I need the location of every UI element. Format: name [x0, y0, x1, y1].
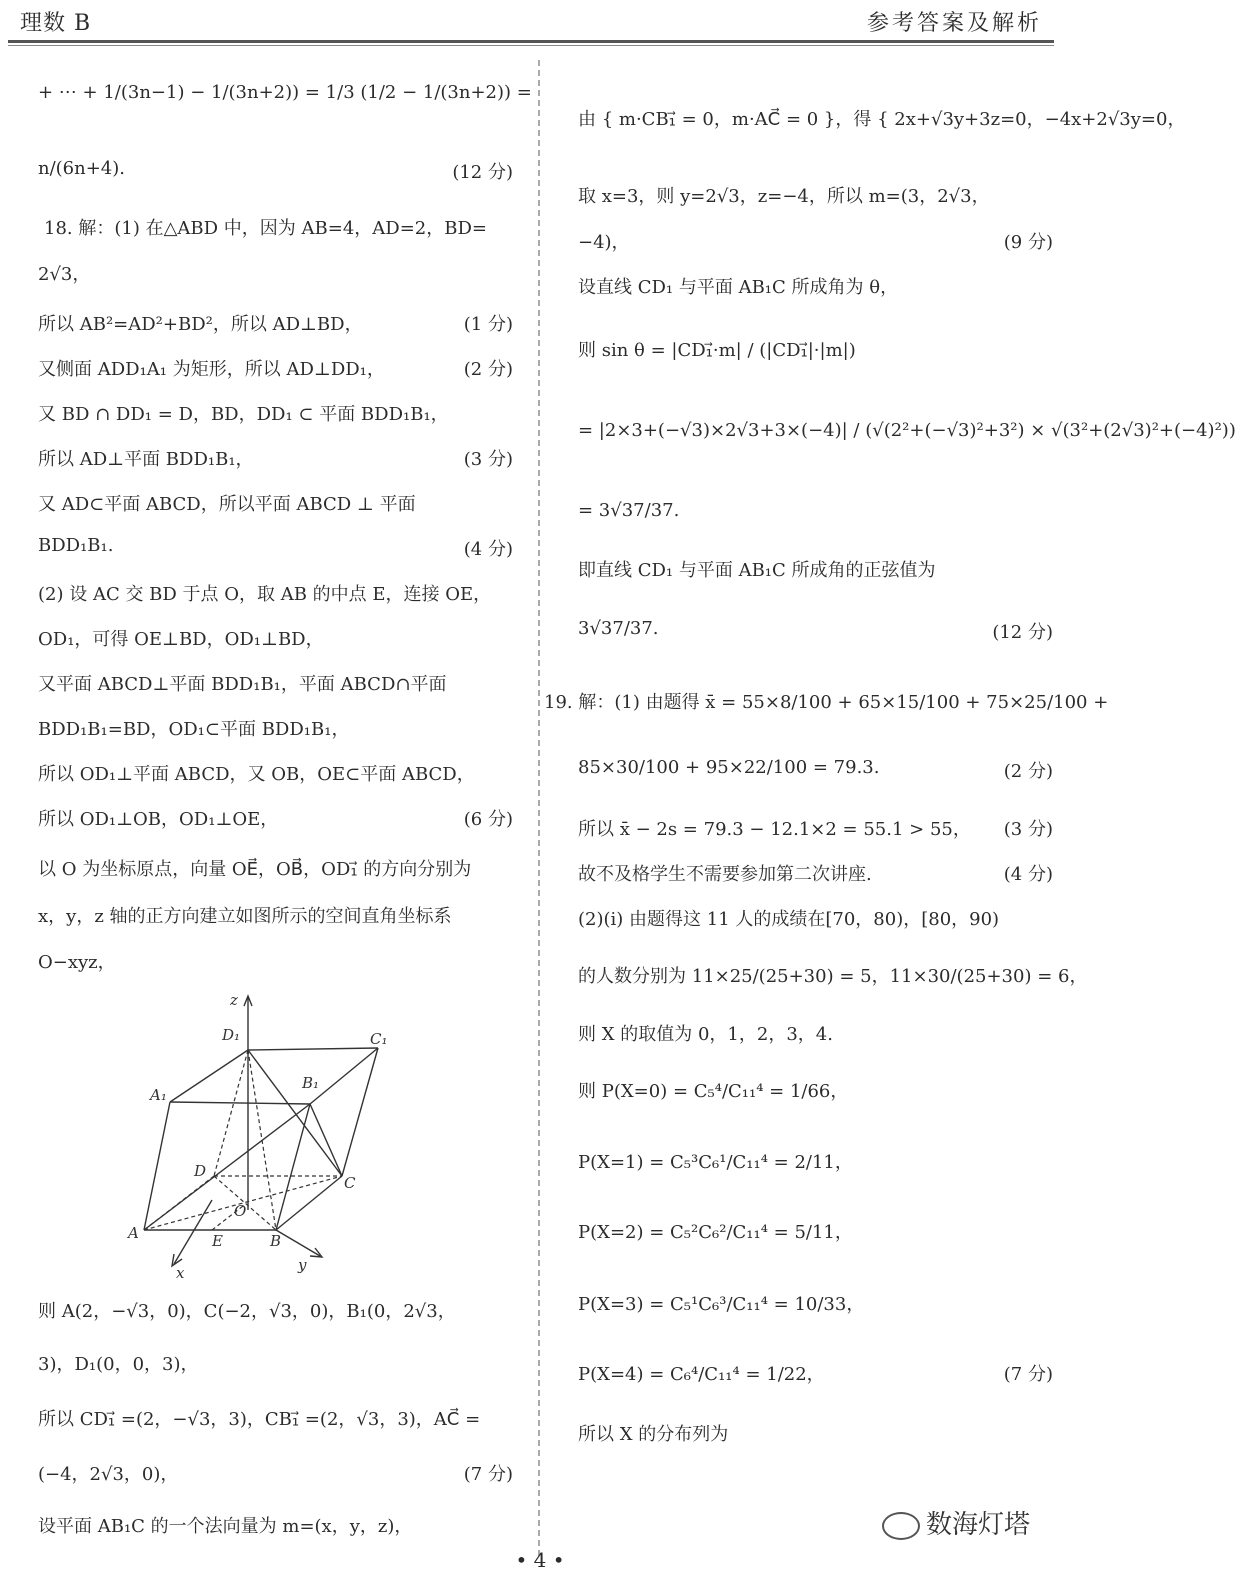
text-line: = |2×3+(−√3)×2√3+3×(−4)| / (√(2²+(−√3)²+3²) × √(3²+(2√3)²+(−4)²))	[578, 420, 1236, 441]
text-line: 由 { m·CB₁⃗ = 0，m·AC⃗ = 0 }，得 { 2x+√3y+3z=0，−4x+2√3y=0，	[578, 109, 1186, 130]
text-line: 所以 x̄ − 2s = 79.3 − 12.1×2 = 55.1 > 55，	[578, 819, 971, 840]
text-line: 3√37/37.	[578, 618, 659, 639]
fig-label-b: B	[270, 1232, 282, 1250]
fig-label-z: z	[230, 991, 238, 1009]
fig-label-y: y	[298, 1256, 307, 1274]
score-marker: (4 分)	[463, 539, 513, 560]
text-line: 设平面 AB₁C 的一个法向量为 m=(x，y，z)，	[38, 1516, 413, 1537]
text-line: (2)(ⅰ) 由题得这 11 人的成绩在[70，80)，[80，90)	[578, 909, 1000, 930]
text-line: 85×30/100 + 95×22/100 = 79.3.	[578, 757, 880, 778]
score-marker: (7 分)	[1003, 1364, 1053, 1385]
text-line: 取 x=3，则 y=2√3，z=−4，所以 m=(3，2√3，	[578, 186, 990, 207]
fig-label-a: A	[128, 1224, 139, 1242]
text-line: 所以 OD₁⊥平面 ABCD，又 OB，OE⊂平面 ABCD，	[38, 764, 475, 785]
text-line: BDD₁B₁=BD，OD₁⊂平面 BDD₁B₁，	[38, 719, 350, 740]
text-line: P(X=1) = C₅³C₆¹/C₁₁⁴ = 2/11，	[578, 1152, 853, 1173]
fig-label-d: D	[194, 1162, 207, 1180]
text-line: P(X=2) = C₅²C₆²/C₁₁⁴ = 5/11，	[578, 1222, 853, 1243]
text-line: n/(6n+4).	[38, 158, 126, 179]
page-number: • 4 •	[515, 1548, 565, 1572]
header-rule	[8, 40, 1054, 43]
fig-label-c1: C₁	[370, 1030, 388, 1048]
text-line: 又侧面 ADD₁A₁ 为矩形，所以 AD⊥DD₁，	[38, 359, 385, 380]
header-right: 参考答案及解析	[866, 11, 1042, 36]
text-line: OD₁，可得 OE⊥BD，OD₁⊥BD，	[38, 629, 324, 650]
fig-label-d1: D₁	[222, 1026, 241, 1044]
wechat-icon	[882, 1512, 920, 1540]
text-line: 所以 X 的分布列为	[578, 1424, 729, 1445]
fig-label-c: C	[344, 1174, 356, 1192]
text-line: 又平面 ABCD⊥平面 BDD₁B₁，平面 ABCD∩平面	[38, 674, 447, 695]
text-line: (2) 设 AC 交 BD 于点 O，取 AB 的中点 E，连接 OE，	[38, 584, 492, 605]
score-marker: (7 分)	[463, 1464, 513, 1485]
text-line: BDD₁B₁.	[38, 535, 114, 556]
text-line: P(X=4) = C₆⁴/C₁₁⁴ = 1/22，	[578, 1364, 825, 1385]
text-line: 3)，D₁(0，0，3)，	[38, 1354, 199, 1375]
score-marker: (2 分)	[1003, 761, 1053, 782]
text-line: 以 O 为坐标原点，向量 OE⃗，OB⃗，OD₁⃗ 的方向分别为	[38, 859, 472, 880]
text-line: 则 X 的取值为 0，1，2，3，4.	[578, 1024, 833, 1045]
text-line: O−xyz，	[38, 952, 116, 973]
text-line: 所以 CD₁⃗ =(2，−√3，3)，CB₁⃗ =(2，√3，3)，AC⃗ =	[38, 1409, 481, 1430]
watermark-text: 数海灯塔	[926, 1510, 1031, 1540]
score-marker: (3 分)	[1003, 819, 1053, 840]
text-line: 所以 OD₁⊥OB，OD₁⊥OE，	[38, 809, 279, 830]
header-left: 理数 B	[20, 11, 92, 36]
geometry-figure	[120, 988, 410, 1280]
text-line: 又 BD ∩ DD₁ = D，BD，DD₁ ⊂ 平面 BDD₁B₁，	[38, 404, 449, 425]
text-line: 所以 AB²=AD²+BD²，所以 AD⊥BD，	[38, 314, 363, 335]
text-line: (−4，2√3，0)，	[38, 1464, 179, 1485]
fig-label-x: x	[176, 1264, 185, 1282]
score-marker: (9 分)	[1003, 232, 1053, 253]
text-line: 19. 解：(1) 由题得 x̄ = 55×8/100 + 65×15/100 + 75×25/100 +	[544, 692, 1109, 713]
text-line: 则 A(2，−√3，0)，C(−2，√3，0)，B₁(0，2√3，	[38, 1301, 456, 1322]
text-line: 所以 AD⊥平面 BDD₁B₁，	[38, 449, 254, 470]
watermark	[882, 1504, 1030, 1541]
fig-label-e: E	[212, 1232, 223, 1250]
text-line: 的人数分别为 11×25/(25+30) = 5，11×30/(25+30) = 6，	[578, 966, 1088, 987]
score-marker: (12 分)	[452, 162, 513, 183]
score-marker: (12 分)	[992, 622, 1053, 643]
text-line: x，y，z 轴的正方向建立如图所示的空间直角坐标系	[38, 906, 452, 927]
score-marker: (2 分)	[463, 359, 513, 380]
text-line: 则 sin θ = |CD₁⃗·m| / (|CD₁⃗|·|m|)	[578, 340, 856, 361]
text-line: = 3√37/37.	[578, 500, 680, 521]
text-line: −4)，	[578, 232, 630, 253]
text-line: 又 AD⊂平面 ABCD，所以平面 ABCD ⊥ 平面	[38, 494, 416, 515]
text-line: + ⋯ + 1/(3n−1) − 1/(3n+2)) = 1/3 (1/2 − 1/(3n+2)) =	[38, 82, 532, 103]
score-marker: (3 分)	[463, 449, 513, 470]
column-divider	[538, 60, 540, 1556]
fig-label-b1: B₁	[302, 1074, 320, 1092]
score-marker: (1 分)	[463, 314, 513, 335]
score-marker: (6 分)	[463, 809, 513, 830]
fig-label-o: O	[234, 1202, 247, 1220]
text-line: 18. 解：(1) 在△ABD 中，因为 AB=4，AD=2，BD=	[44, 218, 487, 239]
header-rule-thin	[8, 45, 1054, 46]
fig-label-a1: A₁	[150, 1086, 167, 1104]
text-line: 则 P(X=0) = C₅⁴/C₁₁⁴ = 1/66，	[578, 1081, 849, 1102]
text-line: 2√3，	[38, 264, 91, 285]
score-marker: (4 分)	[1003, 864, 1053, 885]
text-line: 设直线 CD₁ 与平面 AB₁C 所成角为 θ，	[578, 277, 899, 298]
text-line: 即直线 CD₁ 与平面 AB₁C 所成角的正弦值为	[578, 560, 936, 581]
text-line: P(X=3) = C₅¹C₆³/C₁₁⁴ = 10/33，	[578, 1294, 865, 1315]
text-line: 故不及格学生不需要参加第二次讲座.	[578, 864, 872, 885]
